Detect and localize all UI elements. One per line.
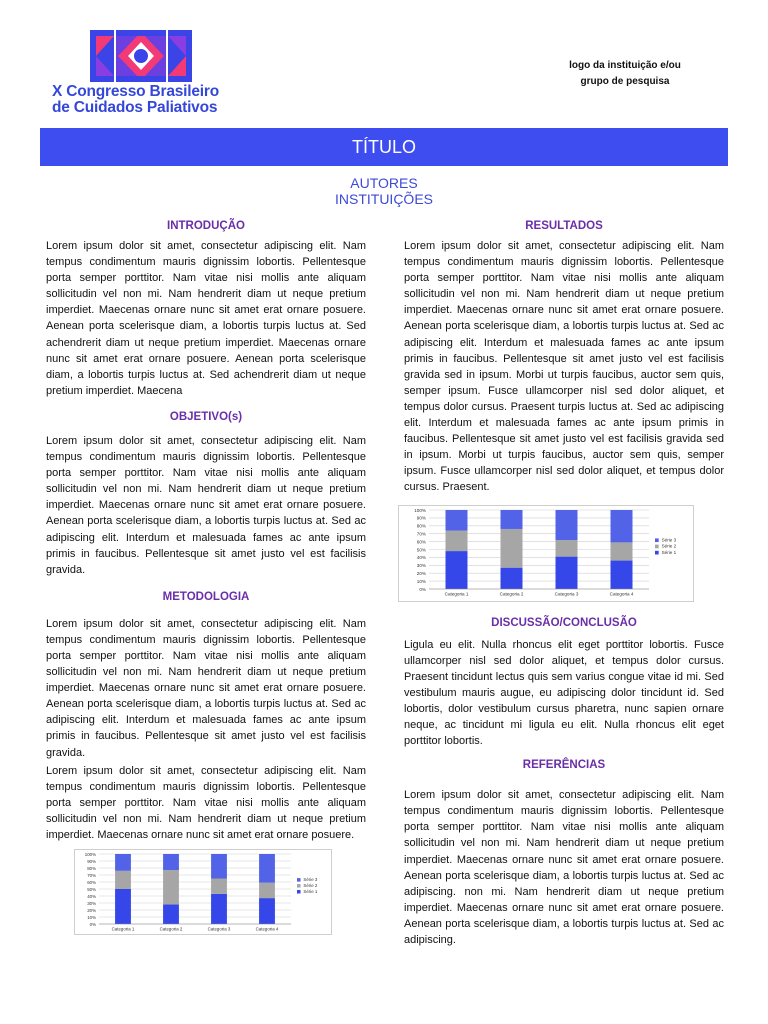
legend-swatch — [655, 550, 659, 554]
congress-logo — [52, 30, 252, 120]
bar-segment — [163, 870, 179, 904]
x-tick-label: Categoria 2 — [499, 591, 524, 597]
method-heading: METODOLOGIA — [162, 590, 250, 603]
bar-segment — [556, 540, 578, 557]
bar-segment — [211, 854, 227, 879]
bar-segment — [115, 889, 131, 924]
y-tick-label: 20% — [416, 570, 426, 576]
y-tick-label: 50% — [87, 886, 96, 892]
intro-heading: INTRODUÇÃO — [167, 220, 245, 232]
bar-segment — [446, 530, 468, 551]
bar-segment — [446, 510, 468, 531]
legend-label: Série 3 — [661, 537, 677, 542]
y-tick-label: 40% — [87, 893, 96, 899]
intro-text: Lorem ipsum dolor sit amet, consectetur adipiscing elit. Nam tempus condimentum mauris dignissim lobortis. Pellentesque porta semper porttitor. Nam vitae nisi mollis ante aliquam sollicitudin vel non mi. Nam hendrerit diam ut neque pretium imperdiet. Maecenas ornare nunc sit amet erat ornare posuere. Aenean porta scelerisque diam, a lobortis turpis luctus at. Sed achendrerit diam ut neque pretium imperdiet. Maecenas ornare nunc sit amet erat ornare posuere. Aenean porta scelerisque diam, a lobortis turpis luctus at. Sed achendrerit diam ut neque pretium imperdiet. Maecena — [46, 240, 366, 397]
y-tick-label: 60% — [87, 879, 96, 885]
bar-segment — [163, 854, 179, 870]
discussion-heading: DISCUSSÃO/CONCLUSÃO — [491, 616, 637, 629]
bar-segment — [259, 898, 275, 924]
x-tick-label: Categoria 3 — [554, 591, 579, 597]
title-bar — [40, 128, 728, 166]
authors: AUTORES — [350, 175, 418, 191]
congress-logo-mark — [90, 30, 192, 82]
method-chart-svg — [75, 850, 331, 934]
bar-segment — [163, 904, 179, 924]
x-tick-label: Categoria 2 — [159, 926, 183, 932]
y-tick-label: 10% — [87, 914, 96, 920]
legend-label: Série 3 — [303, 877, 318, 883]
method-text-1: Lorem ipsum dolor sit amet, consectetur adipiscing elit. Nam tempus condimentum mauris dignissim lobortis. Pellentesque porta semper porttitor. Nam vitae nisi mollis ante aliquam sollicitudin vel non mi. Nam hendrerit diam ut neque pretium imperdiet. Maecenas ornare nunc sit amet erat ornare posuere. Aenean porta scelerisque diam, a lobortis turpis luctus at. Sed ac adipiscing elit. Interdum et malesuada fames ac ante ipsum primis in faucibus. Pellentesque sit amet justo vel est facilisis gravida. — [46, 617, 366, 759]
y-tick-label: 10% — [416, 578, 426, 584]
references-heading: REFERÊNCIAS — [522, 759, 606, 772]
legend-swatch — [297, 884, 301, 888]
legend-swatch — [297, 878, 301, 882]
discussion-text: Ligula eu elit. Nulla rhoncus elit eget porttitor lobortis. Fusce ullamcorper nisl sed dolor aliquet, et tempus dolor cursus. Praesent tincidunt lectus quis sem varius congue vitae id mi. Sed vestibulum mauris augue, eu adipiscing dolor tincidunt id. Sed lobortis, dolor vestibulum cursus pharetra, nunc sapien ornare neque, ac tincidunt mi ligula eu elit. Nulla rhoncus elit eget porttitor lobortis. — [404, 638, 724, 748]
authors-block — [0, 175, 768, 207]
results-heading: RESULTADOS — [525, 220, 603, 232]
y-tick-label: 70% — [416, 531, 426, 536]
y-tick-label: 90% — [87, 858, 96, 864]
bar-segment — [556, 556, 578, 588]
institution-logo-placeholder — [540, 58, 710, 90]
bar-segment — [259, 883, 275, 898]
bar-segment — [259, 854, 275, 883]
y-tick-label: 0% — [419, 586, 426, 592]
bar-segment — [211, 879, 227, 894]
legend-swatch — [655, 538, 659, 542]
bar-segment — [501, 567, 523, 588]
bar-segment — [501, 510, 523, 529]
logo-line-2: de Cuidados Paliativos — [52, 99, 218, 116]
objective-text: Lorem ipsum dolor sit amet, consectetur adipiscing elit. Nam tempus condimentum mauris dignissim lobortis. Pellentesque porta semper porttitor. Nam vitae nisi mollis ante aliquam sollicitudin vel non mi. Nam hendrerit diam ut neque pretium imperdiet. Maecenas ornare nunc sit amet erat ornare posuere. Aenean porta scelerisque diam, a lobortis turpis luctus at. Sed ac adipiscing elit. Interdum et malesuada fames ac ante ipsum primis in faucibus. Pellentesque sit amet justo vel est facilisis gravida. — [46, 434, 366, 576]
institution-note-line-2: grupo de pesquisa — [580, 76, 670, 87]
y-tick-label: 30% — [87, 900, 96, 906]
objective-heading: OBJETIVO(s) — [169, 410, 243, 423]
bar-segment — [446, 551, 468, 589]
legend-label: Série 1 — [661, 549, 677, 555]
bar-segment — [611, 560, 633, 588]
bar-segment — [611, 510, 633, 542]
bar-segment — [501, 528, 523, 567]
results-text: Lorem ipsum dolor sit amet, consectetur adipiscing elit. Nam tempus condimentum mauris dignissim lobortis. Pellentesque porta semper porttitor. Nam vitae nisi mollis ante aliquam sollicitudin vel non mi. Nam hendrerit diam ut neque pretium imperdiet. Maecenas ornare nunc sit amet erat ornare posuere. Aenean porta scelerisque diam, a lobortis turpis luctus at. Sed ac adipiscing elit. Interdum et malesuada fames ac ante ipsum primis in faucibus. Pellentesque sit amet justo vel est facilisis gravida sed in ipsum. Morbi ut turpis faucibus, auctor sem quis, semper ipsum. Fusce ullamcorper nisl sed dolor aliquet, et tempus dolor cursus. Praesent turpis luctus at. Sed ac adipiscing elit. Interdum et malesuada fames ac ante ipsum primis in faucibus. Pellentesque sit amet justo vel est facilisis gravida sed in ipsum. Morbi ut turpis faucibus, auctor sem quis, semper ipsum. Fusce ullamcorper nisl sed dolor aliquet, et tempus dolor cursus. Praesent. — [404, 240, 724, 494]
x-tick-label: Categoria 3 — [207, 926, 231, 932]
y-tick-label: 70% — [87, 872, 96, 878]
bar-segment — [115, 854, 131, 871]
bar-segment — [115, 871, 131, 889]
legend-swatch — [297, 890, 301, 894]
institution-note-line-1: logo da instituição e/ou — [569, 60, 681, 71]
y-tick-label: 90% — [416, 515, 426, 521]
y-tick-label: 60% — [416, 538, 426, 544]
x-tick-label: Categoria 4 — [609, 591, 634, 597]
x-tick-label: Categoria 1 — [444, 591, 469, 597]
y-tick-label: 50% — [416, 546, 426, 552]
legend-swatch — [655, 544, 659, 548]
bar-segment — [211, 894, 227, 924]
y-tick-label: 30% — [416, 562, 426, 568]
legend-label: Série 2 — [661, 543, 677, 549]
y-tick-label: 40% — [416, 554, 426, 560]
bar-segment — [556, 510, 578, 540]
poster-title: TÍTULO — [351, 136, 416, 157]
y-tick-label: 80% — [87, 865, 96, 871]
right-column — [404, 216, 724, 948]
y-tick-label: 100% — [84, 851, 96, 857]
x-tick-label: Categoria 4 — [255, 926, 279, 932]
y-tick-label: 80% — [416, 523, 426, 529]
bar-segment — [611, 542, 633, 560]
results-chart — [398, 505, 694, 602]
y-tick-label: 20% — [87, 907, 96, 913]
institutions: INSTITUIÇÕES — [334, 191, 433, 207]
legend-label: Série 1 — [303, 888, 318, 894]
references-text: Lorem ipsum dolor sit amet, consectetur adipiscing elit. Nam tempus condimentum mauris dignissim lobortis. Pellentesque porta semper porttitor. Nam vitae nisi mollis ante aliquam sollicitudin vel non mi. Nam hendrerit diam ut neque pretium imperdiet. Maecenas ornare nunc sit amet erat ornare posuere. Aenean porta scelerisque diam, a lobortis turpis luctus at. Sed ac adipiscing. non mi. Nam hendrerit diam ut neque pretium imperdiet. Maecenas ornare nunc sit amet erat ornare posuere. Aenean porta scelerisque diam, a lobortis turpis luctus at. Sed ac adipiscing. — [404, 789, 724, 946]
method-chart — [74, 849, 332, 935]
y-tick-label: 100% — [414, 507, 426, 513]
logo-line-1: X Congresso Brasileiro — [52, 83, 220, 100]
y-tick-label: 0% — [89, 921, 96, 927]
legend-label: Série 2 — [303, 883, 318, 889]
left-column — [46, 216, 366, 935]
x-tick-label: Categoria 1 — [111, 926, 135, 932]
results-chart-svg — [399, 506, 693, 601]
method-text-2: Lorem ipsum dolor sit amet, consectetur adipiscing elit. Nam tempus condimentum mauris dignissim lobortis. Pellentesque porta semper porttitor. Nam vitae nisi mollis ante aliquam sollicitudin vel non mi. Nam hendrerit diam ut neque pretium imperdiet. Maecenas ornare nunc sit amet erat ornare posuere. — [46, 764, 366, 841]
